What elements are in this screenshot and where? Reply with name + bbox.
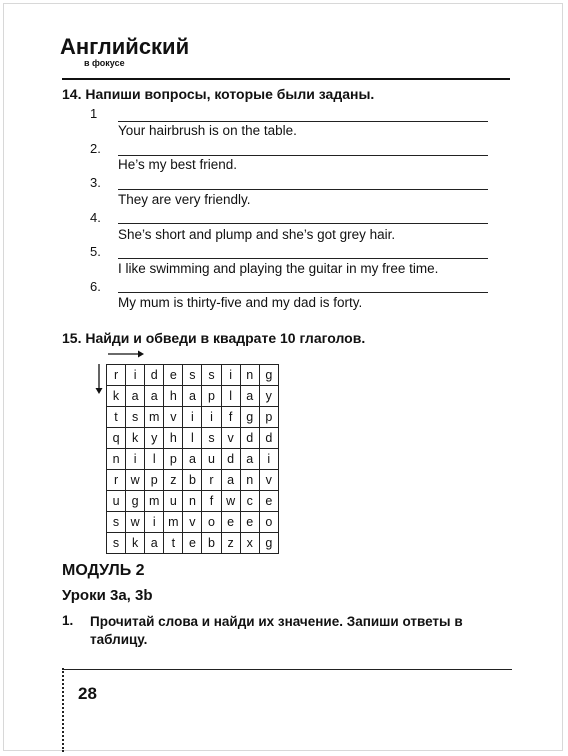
grid-cell[interactable]: k [126,428,145,449]
grid-cell[interactable]: f [202,491,221,512]
logo-wordmark [60,30,190,60]
lessons-heading: Уроки 3a, 3b [62,587,153,604]
grid-cell[interactable]: a [126,386,145,407]
grid-cell[interactable]: o [259,512,278,533]
answer-text: I like swimming and playing the guitar in my free time. [118,261,439,276]
grid-row [107,365,279,386]
grid-cell[interactable]: x [240,533,259,554]
grid-cell[interactable]: i [126,365,145,386]
grid-cell[interactable]: d [221,449,240,470]
grid-cell[interactable]: f [221,407,240,428]
item-number: 5. [90,244,101,259]
grid-row [107,470,279,491]
page-number: 28 [78,684,97,703]
grid-cell[interactable]: n [183,491,202,512]
grid-cell[interactable]: d [259,428,278,449]
grid-cell[interactable]: e [221,512,240,533]
grid-cell[interactable]: m [145,407,164,428]
grid-cell[interactable]: a [221,470,240,491]
grid-cell[interactable]: n [107,449,126,470]
grid-cell[interactable]: z [164,470,183,491]
grid-cell[interactable]: s [183,365,202,386]
grid-cell[interactable]: s [107,533,126,554]
grid-cell[interactable]: q [107,428,126,449]
item-number: 2. [90,141,101,156]
grid-row [107,491,279,512]
grid-cell[interactable]: v [164,407,183,428]
grid-cell[interactable]: r [107,470,126,491]
answer-line[interactable] [118,155,488,156]
grid-cell[interactable]: s [202,428,221,449]
grid-cell[interactable]: w [126,512,145,533]
grid-cell[interactable]: o [202,512,221,533]
grid-cell[interactable]: n [240,470,259,491]
grid-cell[interactable]: l [145,449,164,470]
grid-cell[interactable]: b [183,470,202,491]
grid-cell[interactable]: t [164,533,183,554]
grid-cell[interactable]: i [259,449,278,470]
answer-line[interactable] [118,223,488,224]
grid-cell[interactable]: g [126,491,145,512]
grid-cell[interactable]: i [145,512,164,533]
grid-cell[interactable]: z [221,533,240,554]
grid-cell[interactable]: u [202,449,221,470]
arrow-down-icon [94,364,104,394]
grid-cell[interactable]: g [259,365,278,386]
grid-row [107,449,279,470]
item-number: 6. [90,279,101,294]
grid-cell[interactable]: u [107,491,126,512]
answer-line[interactable] [118,292,488,293]
arrow-right-icon [108,349,144,359]
grid-cell[interactable]: v [183,512,202,533]
item-number: 1 [90,106,98,121]
grid-cell[interactable]: n [240,365,259,386]
grid-cell[interactable]: p [259,407,278,428]
task-instruction: Прочитай слова и найди их значение. Запиши ответы в таблицу. [90,614,463,647]
grid-cell[interactable]: a [145,533,164,554]
grid-cell[interactable]: k [126,533,145,554]
grid-cell[interactable]: m [164,512,183,533]
answer-text: They are very friendly. [118,192,251,207]
task-number: 1. [62,613,74,628]
grid-cell[interactable]: l [221,386,240,407]
grid-cell[interactable]: r [107,365,126,386]
grid-cell[interactable]: m [145,491,164,512]
grid-cell[interactable]: a [240,449,259,470]
grid-cell[interactable]: a [145,386,164,407]
answer-text: She’s short and plump and she’s got grey hair. [118,227,396,242]
grid-row [107,428,279,449]
answer-line[interactable] [118,189,488,190]
grid-cell[interactable]: b [202,533,221,554]
grid-cell[interactable]: g [259,533,278,554]
grid-cell[interactable]: p [164,449,183,470]
grid-cell[interactable]: a [240,386,259,407]
grid-cell[interactable]: g [240,407,259,428]
grid-row [107,512,279,533]
footer-rule [64,669,512,670]
word-search-grid [106,364,279,554]
grid-cell[interactable]: i [183,407,202,428]
exercise-15-title: 15. Найди и обведи в квадрате 10 глаголов. [62,330,366,346]
grid-cell[interactable]: a [183,449,202,470]
grid-cell[interactable]: i [221,365,240,386]
grid-cell[interactable]: s [126,407,145,428]
grid-cell[interactable]: i [202,407,221,428]
grid-cell[interactable]: r [202,470,221,491]
grid-cell[interactable]: l [183,428,202,449]
item-number: 4. [90,210,101,225]
answer-text: My mum is thirty-five and my dad is forty. [118,295,363,310]
grid-cell[interactable]: a [183,386,202,407]
grid-cell[interactable]: c [240,491,259,512]
grid-cell[interactable]: t [107,407,126,428]
grid-cell[interactable]: w [221,491,240,512]
answer-line[interactable] [118,258,488,259]
grid-cell[interactable]: d [145,365,164,386]
logo-subtitle: в фокусе [84,58,125,68]
grid-cell[interactable]: p [145,470,164,491]
answer-text: Your hairbrush is on the table. [118,123,297,138]
grid-cell[interactable]: y [145,428,164,449]
grid-row [107,533,279,554]
answer-line[interactable] [118,121,488,122]
module-title: МОДУЛЬ 2 [62,562,145,579]
grid-cell[interactable]: p [202,386,221,407]
grid-cell[interactable]: i [126,449,145,470]
grid-cell[interactable]: e [259,491,278,512]
grid-cell[interactable]: d [240,428,259,449]
grid-cell[interactable]: h [164,386,183,407]
grid-cell[interactable]: s [107,512,126,533]
grid-cell[interactable]: v [221,428,240,449]
grid-cell[interactable]: e [183,533,202,554]
grid-row [107,407,279,428]
footer-dotted-border [62,668,64,752]
exercise-14-title: 14. Напиши вопросы, которые были заданы. [62,86,375,102]
header-rule [62,78,510,80]
item-number: 3. [90,175,101,190]
grid-cell[interactable]: e [164,365,183,386]
grid-cell[interactable]: w [126,470,145,491]
answer-text: He’s my best friend. [118,157,238,172]
grid-cell[interactable]: h [164,428,183,449]
grid-cell[interactable]: k [107,386,126,407]
logo-title: Английский [60,34,190,59]
grid-cell[interactable]: s [202,365,221,386]
grid-cell[interactable]: e [240,512,259,533]
grid-cell[interactable]: v [259,470,278,491]
grid-cell[interactable]: u [164,491,183,512]
grid-row [107,386,279,407]
grid-cell[interactable]: y [259,386,278,407]
